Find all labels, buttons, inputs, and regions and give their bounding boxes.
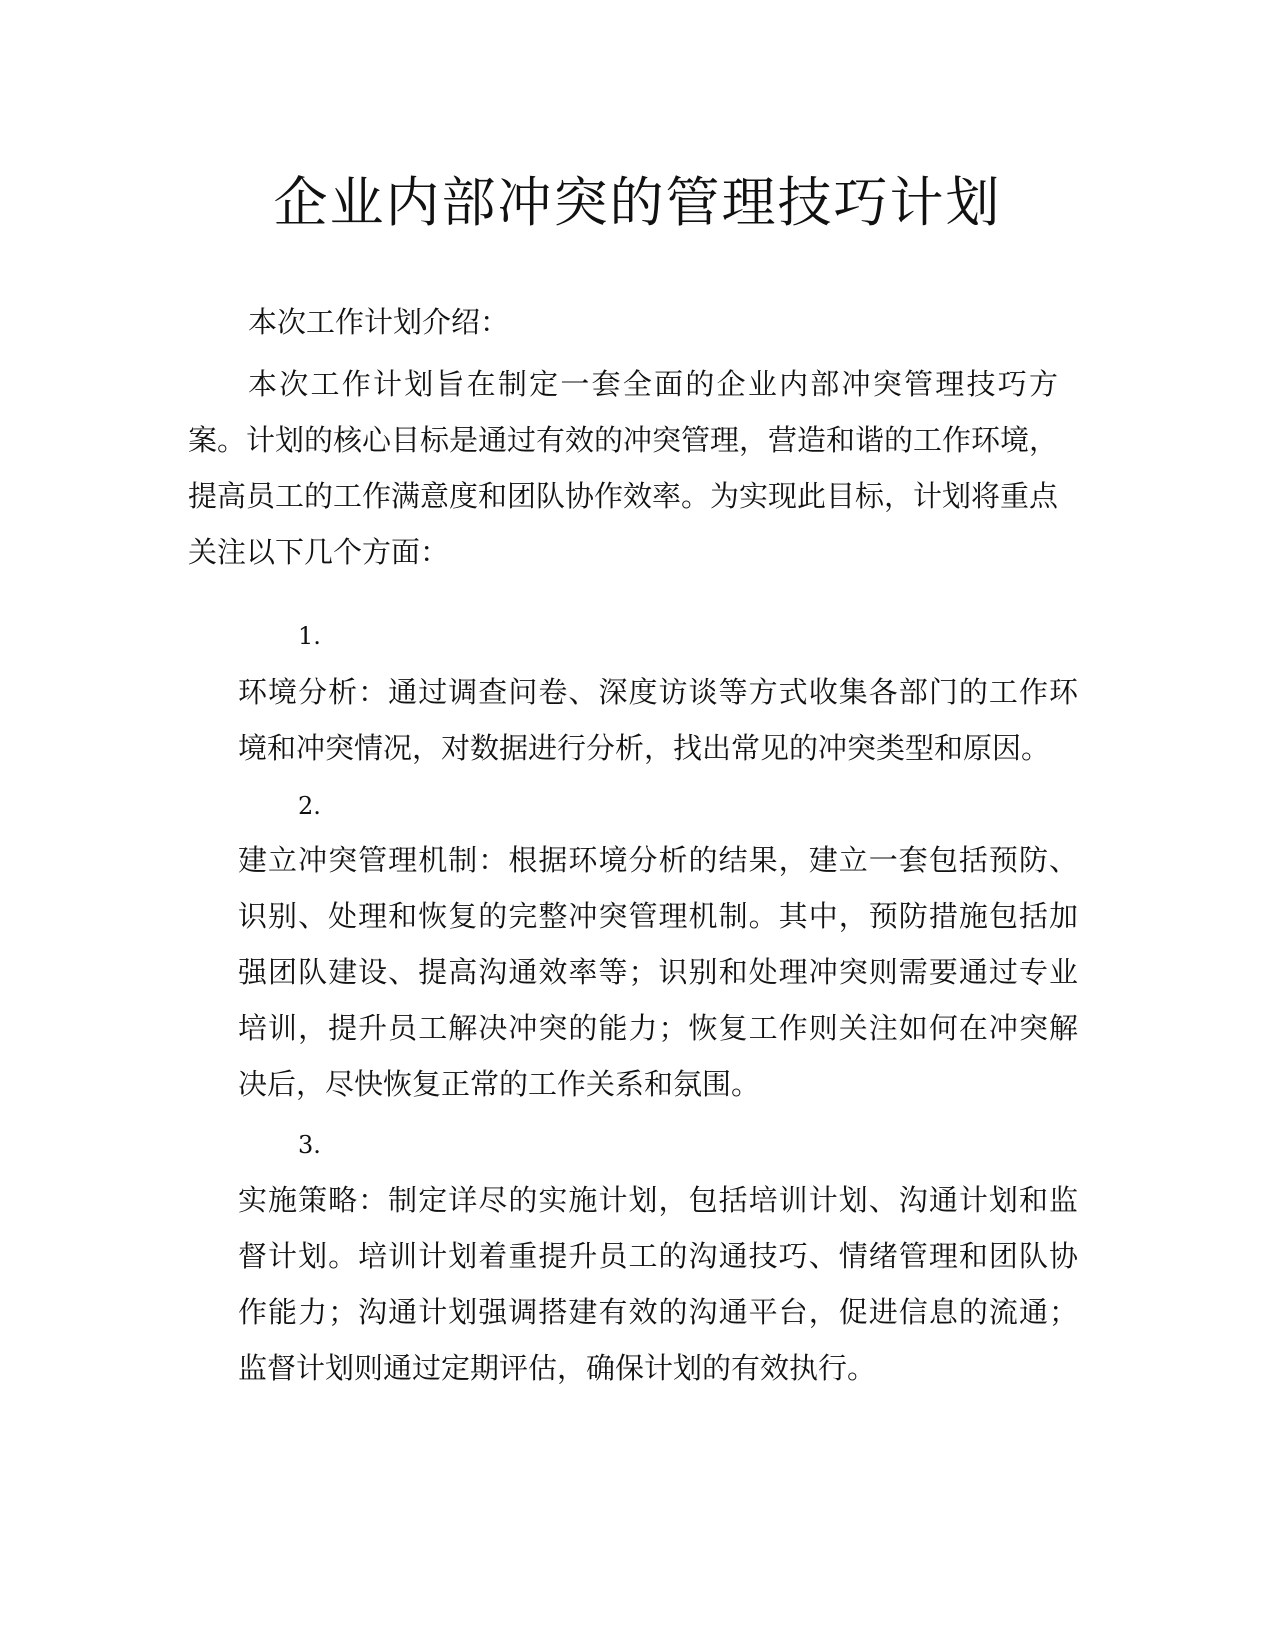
intro-paragraph: 本次工作计划旨在制定一套全面的企业内部冲突管理技巧方案。计划的核心目标是通过有效的冲突管理，营造和谐的工作环境，提高员工的工作满意度和团队协作效率。为实现此目标，计划将重点关注以下几个方面： (188, 367, 1059, 569)
list-item-text: 环境分析：通过调查问卷、深度访谈等方式收集各部门的工作环境和冲突情况，对数据进行分析，找出常见的冲突类型和原因。 (238, 675, 1078, 765)
document-title: 企业内部冲突的管理技巧计划 (273, 171, 1002, 234)
list-item-number: 2. (298, 792, 321, 820)
list-item-text: 建立冲突管理机制：根据环境分析的结果，建立一套包括预防、识别、处理和恢复的完整冲突管理机制。其中，预防措施包括加强团队建设、提高沟通效率等；识别和处理冲突则需要通过专业培训，提升员工解决冲突的能力；恢复工作则关注如何在冲突解决后，尽快恢复正常的工作关系和氛围。 (238, 843, 1078, 1101)
list-item-text: 实施策略：制定详尽的实施计划，包括培训计划、沟通计划和监督计划。培训计划着重提升员工的沟通技巧、情绪管理和团队协作能力；沟通计划强调搭建有效的沟通平台，促进信息的流通；监督计划则通过定期评估，确保计划的有效执行。 (238, 1183, 1078, 1385)
intro-label: 本次工作计划介绍： (248, 305, 510, 339)
list-item-number: 3. (298, 1131, 321, 1159)
list-item-number: 1. (298, 622, 321, 650)
